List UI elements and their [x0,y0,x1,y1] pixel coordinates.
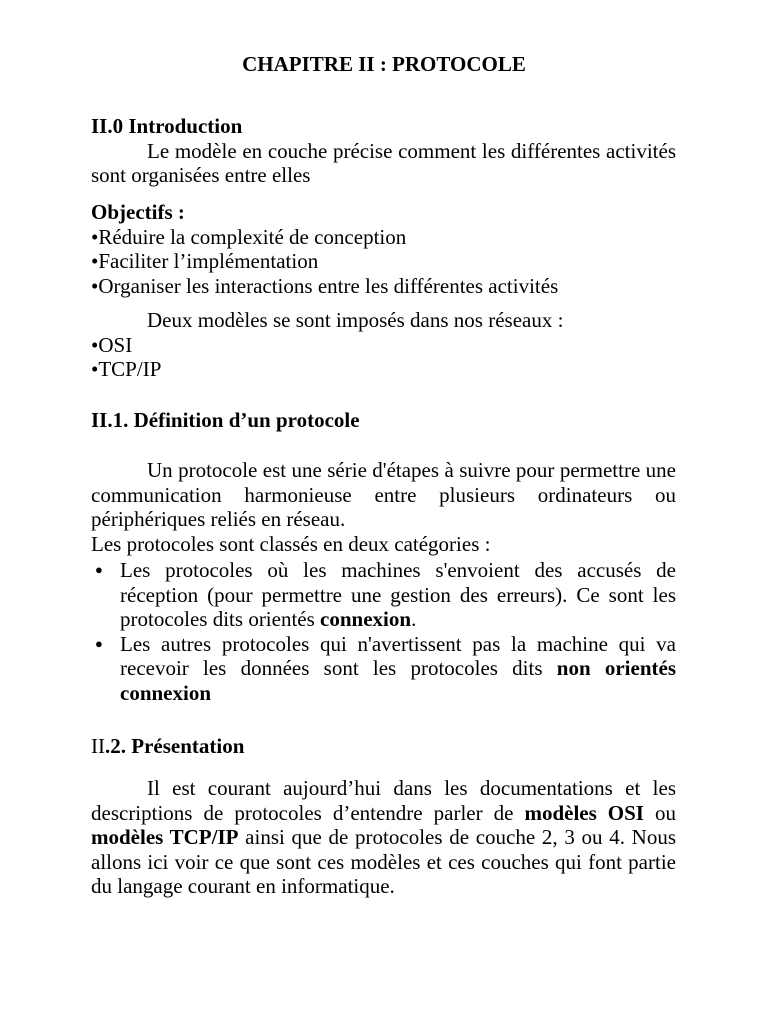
definition-paragraph: Un protocole est une série d'étapes à suivre pour permettre une communication harmonieuse entre plusieurs ordinateurs ou périphériques reliés en réseau. [91,458,676,531]
model-item: •OSI [91,332,133,357]
models-sentence: Deux modèles se sont imposés dans nos réseaux : [147,308,564,332]
objective-item: •Organiser les interactions entre les différentes activités [91,273,559,298]
chapter-title: CHAPITRE II : PROTOCOLE [242,52,526,76]
presentation-heading [91,734,676,759]
presentation-bold-1: modèles OSI [524,800,644,825]
presentation-text-3: ainsi que de protocoles de couche 2, 3 ou 4. Nous allons ici voir ce que sont ces modèles et ces couches qui font partie du langage courant en informatique. [91,825,676,898]
presentation-bold-2: modèles TCP/IP [91,825,239,849]
presentation-section [91,776,676,899]
list-item [91,558,676,632]
presentation-heading-rest: .2. Présentation [105,734,245,758]
objective-item: •Réduire la complexité de conception [91,224,407,249]
definition-heading [91,408,676,433]
definition-heading-wrap [91,408,676,433]
bullet-bold: connexion [320,607,412,631]
presentation-text-2: ou [643,800,676,825]
bullet-text: Les autres protocoles qui n'avertissent pas la machine qui va recevoir les données sont les protocoles dits [120,631,676,680]
objective-item: •Faciliter l’implémentation [91,249,319,273]
intro-heading: II.0 Introduction [91,114,243,138]
bullet-text: Les protocoles où les machines s'envoient des accusés de réception (pour permettre une gestion des erreurs). Ce sont les protocoles dits orientés [120,558,676,631]
bullet-after: . [411,607,417,631]
objectives-heading: Objectifs : [91,200,185,224]
presentation-heading-wrap [91,734,676,759]
models-section [91,308,676,382]
presentation-text-1: Il est courant aujourd’hui dans les documentations et les descriptions de protocoles d’entendre parler de [91,776,676,825]
list-item [91,632,676,706]
definition-heading-prefix: II [91,408,108,432]
categories-sentence: Les protocoles sont classés en deux catégories : [91,531,491,556]
bullet-icon: ● [95,635,103,651]
definition-heading-rest: .1. Définition d’un protocole [107,408,360,432]
presentation-heading-prefix: II [91,734,105,758]
bullet-icon: ● [95,562,103,577]
presentation-paragraph [91,776,676,899]
intro-section [91,114,676,188]
categories-list [91,558,676,705]
definition-section [91,458,676,556]
model-item: •TCP/IP [91,357,162,381]
bullet-bold: non orientés connexion [120,656,677,705]
intro-paragraph: Le modèle en couche précise comment les différentes activités sont organisées entre elles [91,138,676,187]
objectives-section [91,200,676,298]
